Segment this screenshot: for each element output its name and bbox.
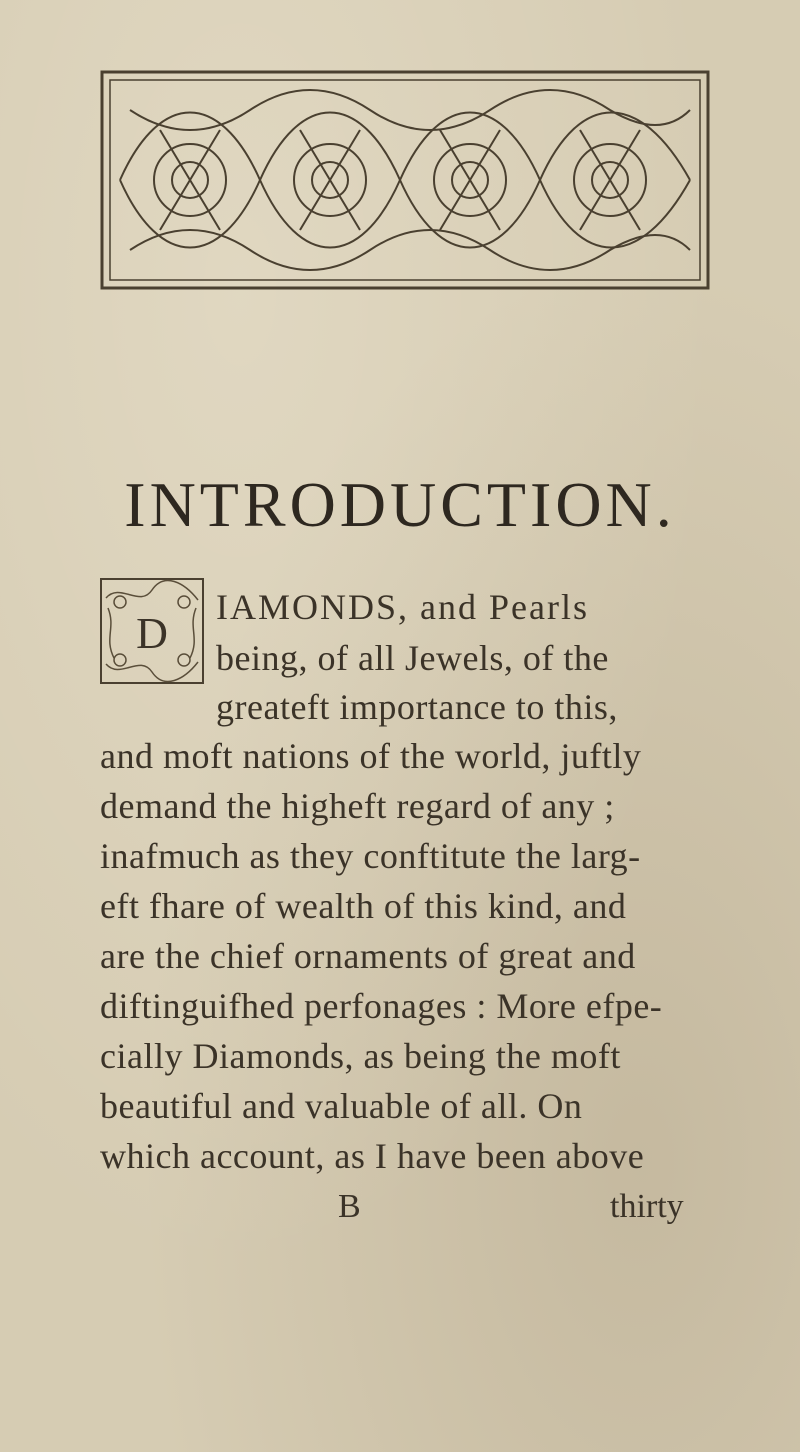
text-line: greateft importance to this,	[216, 687, 618, 727]
text-line: eft fhare of wealth of this kind, and	[100, 886, 627, 926]
text-line: are the chief ornaments of great and	[100, 936, 636, 976]
signature-mark: B	[338, 1188, 361, 1225]
dropcap-letter: D	[136, 609, 168, 658]
text-line: being, of all Jewels, of the	[216, 638, 609, 678]
text-line: cially Diamonds, as being the moft	[100, 1036, 621, 1076]
chapter-title: INTRODUCTION.	[124, 469, 676, 540]
text-line: beautiful and valuable of all. On	[100, 1086, 583, 1126]
text-line: diftinguifhed perfonages : More efpe-	[100, 986, 663, 1026]
text-line: which account, as I have been above	[100, 1136, 645, 1176]
text-line: inafmuch as they conftitute the larg-	[100, 836, 641, 876]
text-line: IAMONDS, and Pearls	[216, 587, 589, 627]
catchword: thirty	[610, 1188, 684, 1225]
text-line: and moft nations of the world, juftly	[100, 736, 642, 776]
text-line: demand the higheft regard of any ;	[100, 786, 615, 826]
